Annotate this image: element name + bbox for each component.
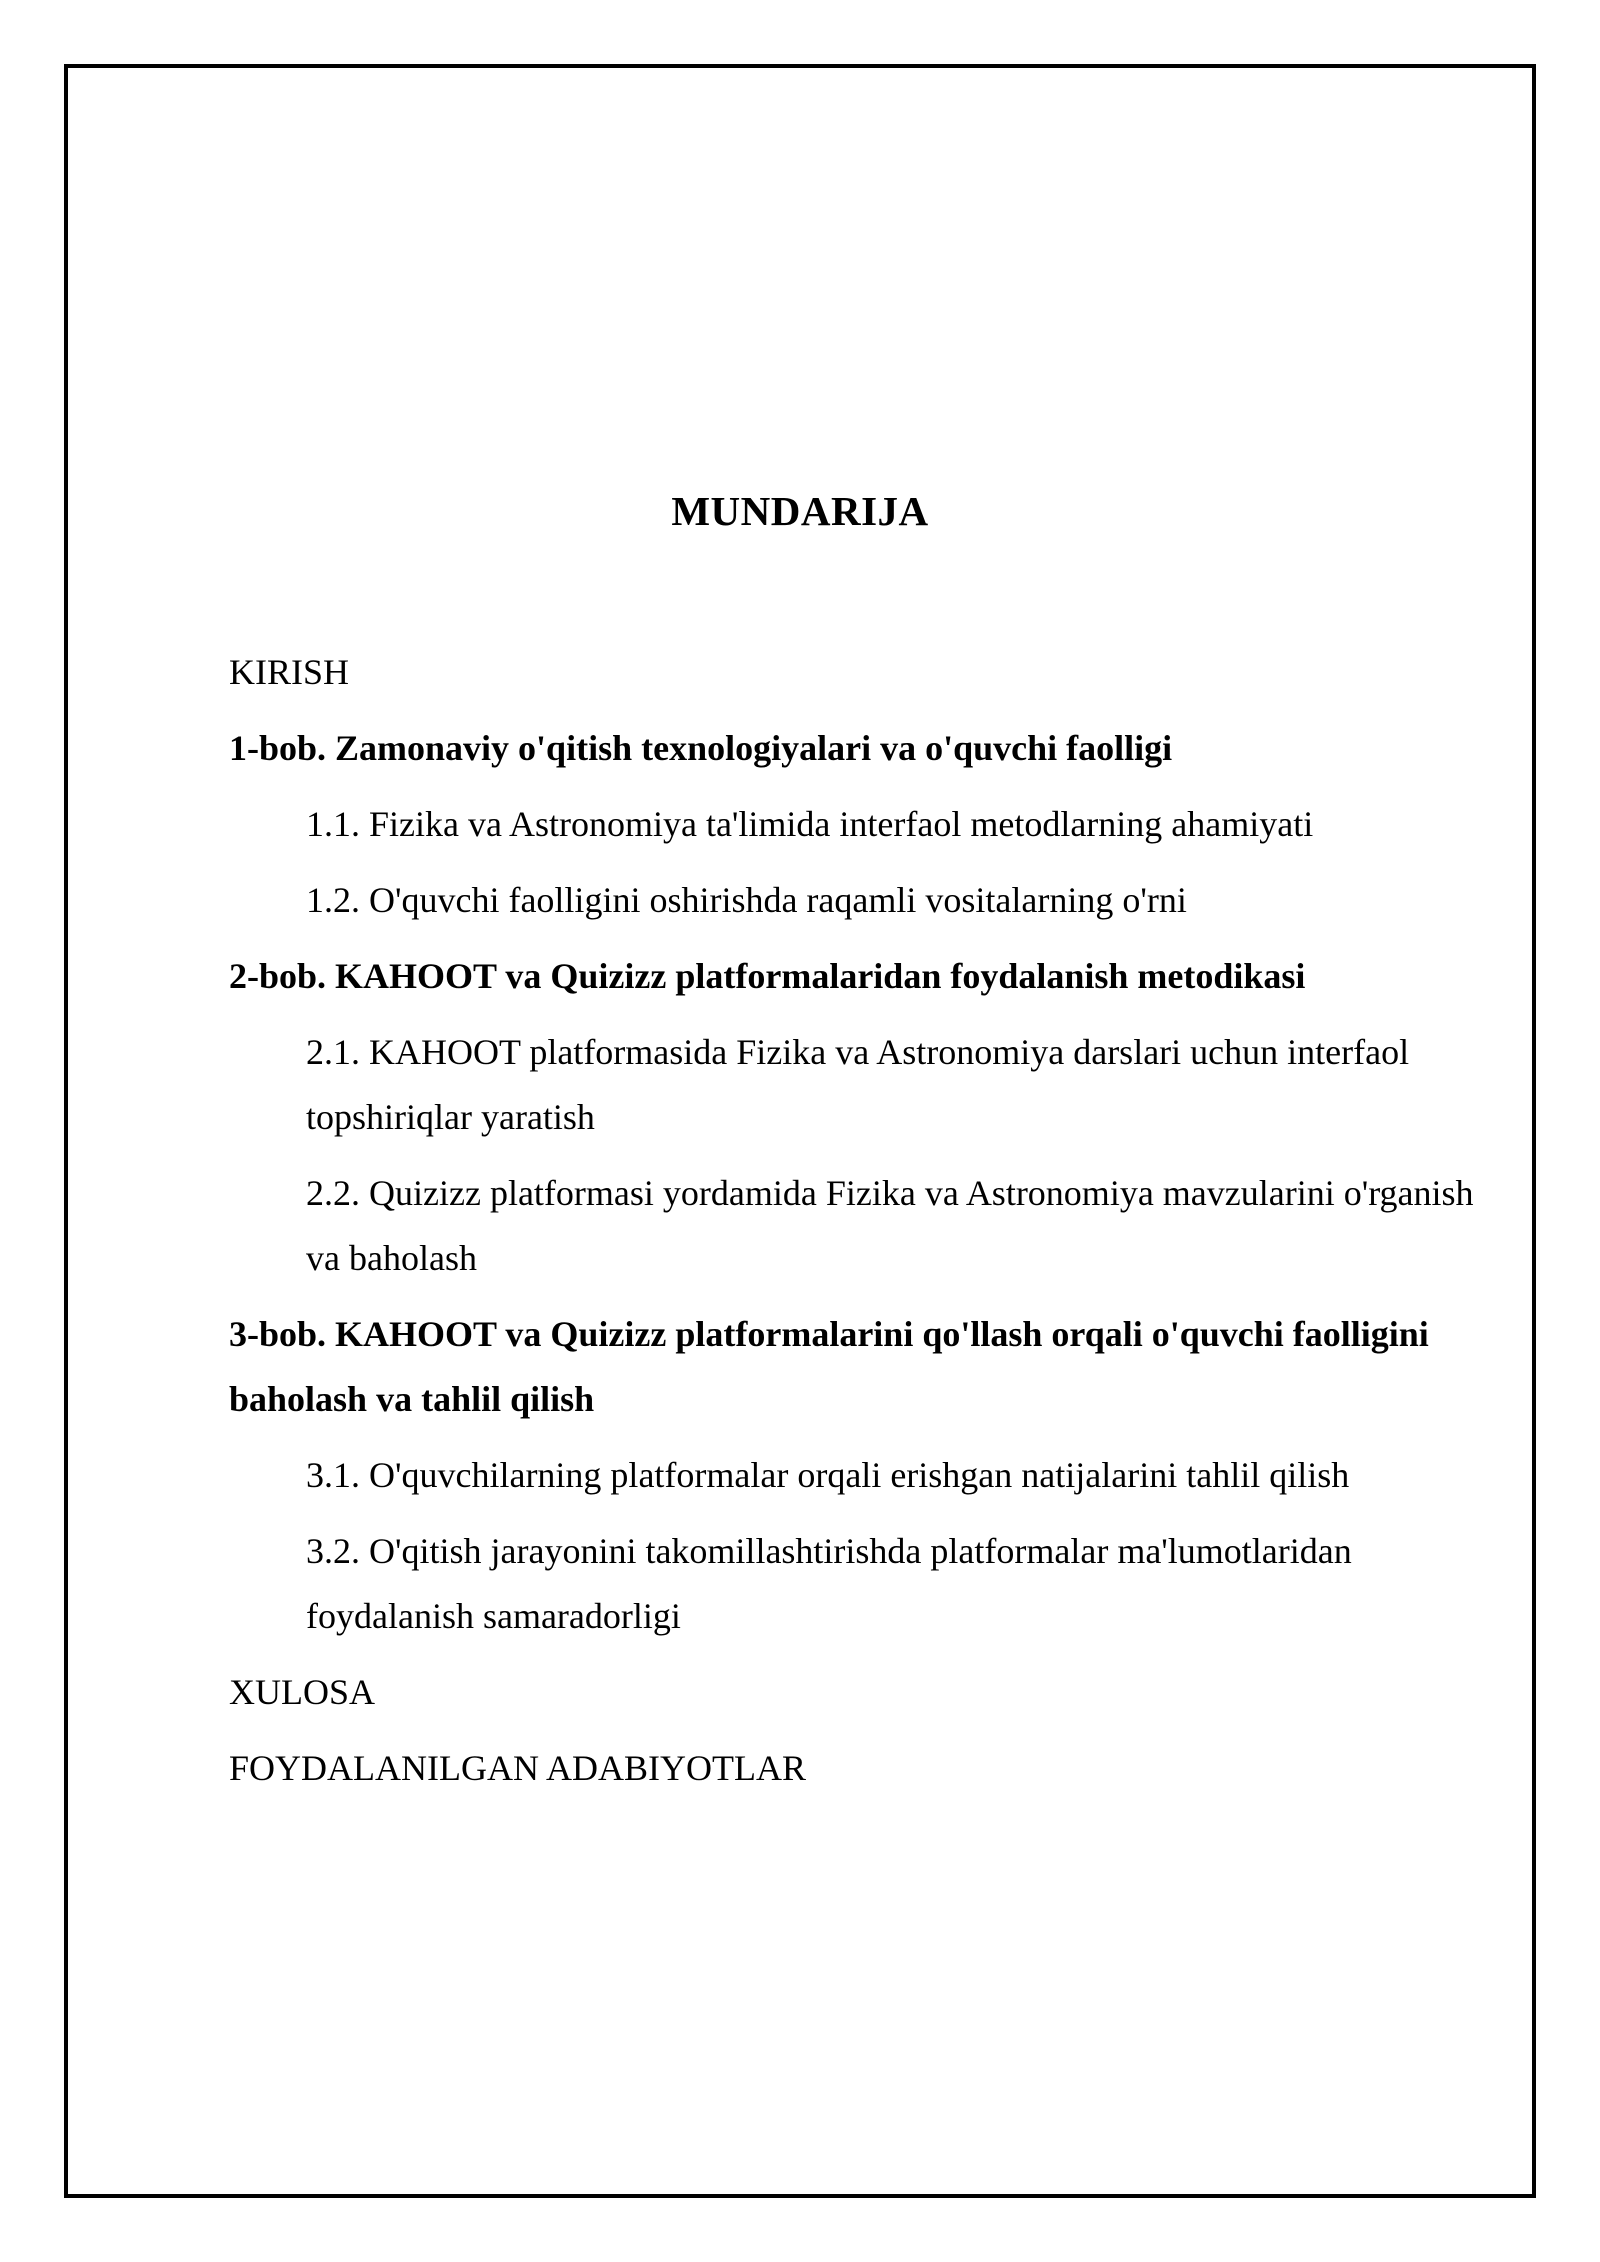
toc-entry-introduction: KIRISH <box>229 652 350 692</box>
table-of-contents <box>229 640 1509 1812</box>
toc-section-2-1: 2.1. KAHOOT platformasida Fizika va Astronomiya darslari uchun interfaol topshiriqlar yaratish <box>306 1032 1410 1137</box>
toc-section-1-2: 1.2. O'quvchi faolligini oshirishda raqamli vositalarning o'rni <box>306 880 1187 920</box>
toc-section-3-2: 3.2. O'qitish jarayonini takomillashtirishda platformalar ma'lumotlaridan foydalanish samaradorligi <box>306 1531 1352 1636</box>
page-title: MUNDARIJA <box>671 488 929 535</box>
toc-chapter-1: 1-bob. Zamonaviy o'qitish texnologiyalari va o'quvchi faolligi <box>229 728 1173 768</box>
toc-chapter-3: 3-bob. KAHOOT va Quizizz platformalarini qo'llash orqali o'quvchi faolligini baholash va tahlil qilish <box>229 1314 1429 1419</box>
toc-chapter-2: 2-bob. KAHOOT va Quizizz platformalaridan foydalanish metodikasi <box>229 956 1306 996</box>
toc-section-2-2: 2.2. Quizizz platformasi yordamida Fizika va Astronomiya mavzularini o'rganish va baholash <box>306 1173 1474 1278</box>
toc-section-3-1: 3.1. O'quvchilarning platformalar orqali erishgan natijalarini tahlil qilish <box>306 1455 1350 1495</box>
toc-section-1-1: 1.1. Fizika va Astronomiya ta'limida interfaol metodlarning ahamiyati <box>306 804 1314 844</box>
toc-entry-conclusion: XULOSA <box>229 1672 376 1712</box>
toc-entry-references: FOYDALANILGAN ADABIYOTLAR <box>229 1748 806 1788</box>
